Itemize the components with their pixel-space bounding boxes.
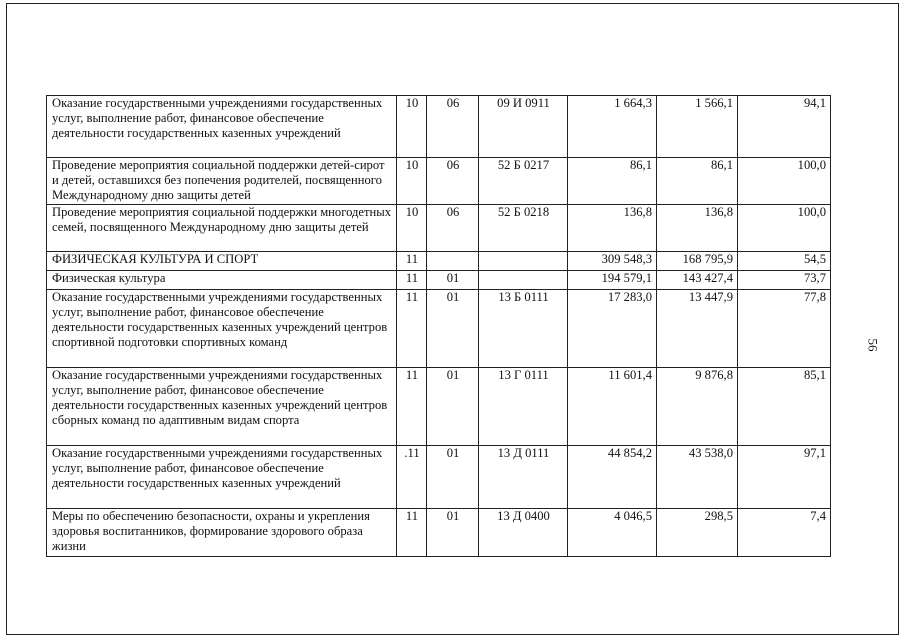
- subsection-code: [427, 252, 479, 271]
- subsection-code: 01: [427, 368, 479, 446]
- percent-value: 100,0: [738, 158, 831, 205]
- target-code: 13 Д 0111: [479, 446, 568, 509]
- fact-value: 43 538,0: [657, 446, 738, 509]
- target-code: 52 Б 0218: [479, 205, 568, 252]
- fact-value: 298,5: [657, 509, 738, 557]
- percent-value: 97,1: [738, 446, 831, 509]
- expense-name: Оказание государственными учреждениями государственных услуг, выполнение работ, финансовое обеспечение деятельности государственных казенных учреждений: [47, 446, 397, 509]
- section-code: 11: [397, 271, 427, 290]
- target-code: 13 Б 0111: [479, 290, 568, 368]
- percent-value: 85,1: [738, 368, 831, 446]
- percent-value: 73,7: [738, 271, 831, 290]
- target-code: [479, 271, 568, 290]
- table-row: [47, 158, 831, 205]
- percent-value: 54,5: [738, 252, 831, 271]
- plan-value: 1 664,3: [568, 96, 657, 158]
- plan-value: 4 046,5: [568, 509, 657, 557]
- subsection-code: 01: [427, 271, 479, 290]
- table-row: [47, 271, 831, 290]
- fact-value: 9 876,8: [657, 368, 738, 446]
- plan-value: 44 854,2: [568, 446, 657, 509]
- target-code: 52 Б 0217: [479, 158, 568, 205]
- subsection-code: 01: [427, 509, 479, 557]
- fact-value: 168 795,9: [657, 252, 738, 271]
- table-row: [47, 509, 831, 557]
- fact-value: 143 427,4: [657, 271, 738, 290]
- percent-value: 100,0: [738, 205, 831, 252]
- section-code: 10: [397, 158, 427, 205]
- expense-name: ФИЗИЧЕСКАЯ КУЛЬТУРА И СПОРТ: [47, 252, 397, 271]
- target-code: 13 Г 0111: [479, 368, 568, 446]
- subsection-code: 06: [427, 205, 479, 252]
- section-code: 10: [397, 96, 427, 158]
- plan-value: 17 283,0: [568, 290, 657, 368]
- fact-value: 13 447,9: [657, 290, 738, 368]
- plan-value: 194 579,1: [568, 271, 657, 290]
- expense-name: Проведение мероприятия социальной поддержки детей-сирот и детей, оставшихся без попечения родителей, посвященного Международному дню защиты детей: [47, 158, 397, 205]
- section-code: 11: [397, 509, 427, 557]
- table-row: [47, 252, 831, 271]
- table-row: [47, 96, 831, 158]
- expense-name: Оказание государственными учреждениями государственных услуг, выполнение работ, финансовое обеспечение деятельности государственных казенных учреждений центров сборных команд по адаптивным видам спорта: [47, 368, 397, 446]
- subsection-code: 01: [427, 446, 479, 509]
- expense-name: Физическая культура: [47, 271, 397, 290]
- page-number: 56: [865, 338, 881, 352]
- section-code: 10: [397, 205, 427, 252]
- expense-name: Оказание государственными учреждениями государственных услуг, выполнение работ, финансовое обеспечение деятельности государственных казенных учреждений: [47, 96, 397, 158]
- table-row: [47, 290, 831, 368]
- table-row: [47, 368, 831, 446]
- section-code: 11: [397, 368, 427, 446]
- plan-value: 309 548,3: [568, 252, 657, 271]
- plan-value: 86,1: [568, 158, 657, 205]
- expense-name: Оказание государственными учреждениями государственных услуг, выполнение работ, финансовое обеспечение деятельности государственных казенных учреждений центров спортивной подготовки спортивных команд: [47, 290, 397, 368]
- section-code: 11: [397, 290, 427, 368]
- percent-value: 7,4: [738, 509, 831, 557]
- expense-name: Проведение мероприятия социальной поддержки многодетных семей, посвященного Международному дню защиты детей: [47, 205, 397, 252]
- budget-table: [46, 95, 831, 557]
- table-row: [47, 446, 831, 509]
- fact-value: 136,8: [657, 205, 738, 252]
- fact-value: 1 566,1: [657, 96, 738, 158]
- plan-value: 136,8: [568, 205, 657, 252]
- fact-value: 86,1: [657, 158, 738, 205]
- subsection-code: 06: [427, 96, 479, 158]
- table-row: [47, 205, 831, 252]
- percent-value: 77,8: [738, 290, 831, 368]
- section-code: .11: [397, 446, 427, 509]
- subsection-code: 06: [427, 158, 479, 205]
- subsection-code: 01: [427, 290, 479, 368]
- plan-value: 11 601,4: [568, 368, 657, 446]
- target-code: [479, 252, 568, 271]
- target-code: 09 И 0911: [479, 96, 568, 158]
- section-code: 11: [397, 252, 427, 271]
- percent-value: 94,1: [738, 96, 831, 158]
- expense-name: Меры по обеспечению безопасности, охраны и укрепления здоровья воспитанников, формирование здорового образа жизни: [47, 509, 397, 557]
- target-code: 13 Д 0400: [479, 509, 568, 557]
